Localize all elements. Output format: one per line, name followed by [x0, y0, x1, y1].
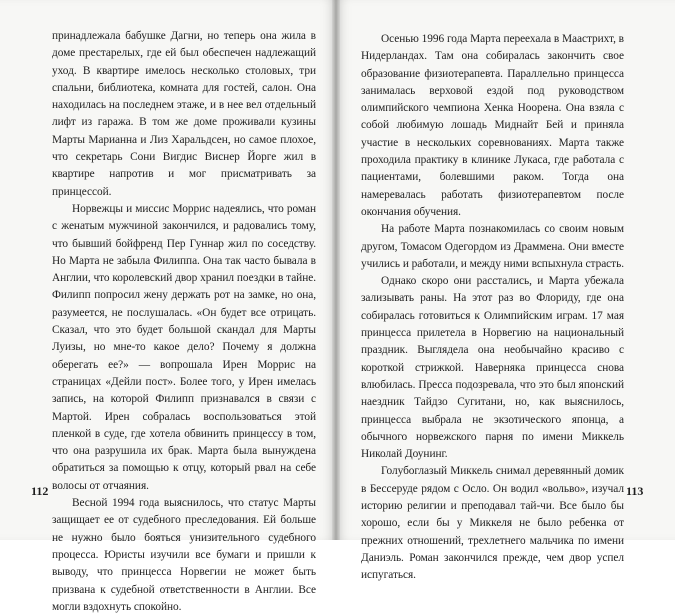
right-paragraph-3: Однако скоро они расстались, и Марта убежала зализывать раны. На этот раз во Флориду, где она собиралась готовиться к Олимпийским играм. 17 мая принцесса прилетела в Норвегию на национальный праздник. Выглядела она необычайно красиво с короткой стрижкой. Наверняка принцесса снова влюбилась. Пресса подозревала, что это был японский наездник Тайдзо Сугитани, но, как выяснилось, принцесса выбрала не экзотического японца, а обычного норвежского парня по имени Миккель Николай Доунинг.	[361, 275, 624, 461]
left-page	[0, 0, 336, 613]
right-paragraph-4: Голубоглазый Миккель снимал деревянный домик в Бессеруде рядом с Осло. Он водил «вольво», изучал историю религии и преподавал тай-чи. Все было бы хорошо, если бы у Миккеля не было ребенка от прежних отношений, трехлетнего мальчика по имени Даниэль. Роман закончился прежде, чем двор успел испугаться.	[361, 465, 624, 582]
left-paragraph-3: Весной 1994 года выяснилось, что статус Марты защищает ее от судебного преследования. Ей больше не нужно было бояться унизительного судебного процесса. Юристы изучили все бумаги и пришли к выводу, что принцесса Норвегии не может быть призвана к судебной ответственности в Англии. Все могли вздохнуть спокойно.	[52, 497, 316, 613]
right-page-number: 113	[626, 484, 644, 498]
right-page-text	[361, 31, 624, 585]
right-paragraph-2: На работе Марта познакомилась со своим новым другом, Томасом Одегордом из Драммена. Они вместе учились и работали, и между ними вспыхнула страсть.	[361, 223, 624, 270]
left-paragraph-1: принадлежала бабушке Дагни, но теперь она жила в доме престарелых, где ей был обеспечен надлежащий уход. В квартире имелось несколько столовых, три спальни, библиотека, комната для гостей, салон. Она находилась на последнем этаже, и в нее вел отдельный лифт из гаража. В том же доме проживали кузины Марты Марианна и Лиз Харальдсен, но самое плохое, что секретарь Сони Вигдис Виснер Йорге жил в квартире напротив и мог присматривать за принцессой.	[52, 30, 316, 198]
left-paragraph-2: Норвежцы и миссис Моррис надеялись, что роман с женатым мужчиной закончился, и радовались тому, что бывший бойфренд Пер Гуннар жил по соседству. Но Марта не забыла Филиппа. Она так часто бывала в Англии, что королевский двор хранил поездки в тайне. Филипп попросил жену держать рот на замке, но она, разумеется, не послушалась. «Он будет все отрицать. Сказал, что это будет большой скандал для Марты Луизы, но мне-то какое дело? Почему я должна оберегать ее?» — вопрошала Ирен Моррис на страницах «Дейли пост». Более того, у Ирен имелась запись, на которой Филипп признавался в связи с Мартой. Ирен собралась воспользоваться этой пленкой в суде, где хотела обвинить принцессу в том, что она разрушила их брак. Марта была вынуждена обратиться за помощью к отцу, который рвал на себе волосы от отчаяния.	[52, 202, 316, 492]
right-paragraph-1: Осенью 1996 года Марта переехала в Маастрихт, в Нидерландах. Там она собиралась закончить свое образование физиотерапевта. Параллельно принцесса занималась верховой ездой под руководством олимпийского чемпиона Хенка Ноорена. Она взяла с собой любимую лошадь Миднайт Бей и приняла участие в нескольких соревнованиях. Марта также проходила практику в клинике Лукаса, где работала с пациентами, болевшими раком. Тогда она намеревалась работать физиотерапевтом после окончания обучения.	[361, 33, 624, 218]
left-page-number: 112	[31, 484, 49, 498]
right-page	[336, 0, 675, 582]
left-page-text	[52, 28, 316, 616]
book-gutter	[332, 0, 340, 540]
